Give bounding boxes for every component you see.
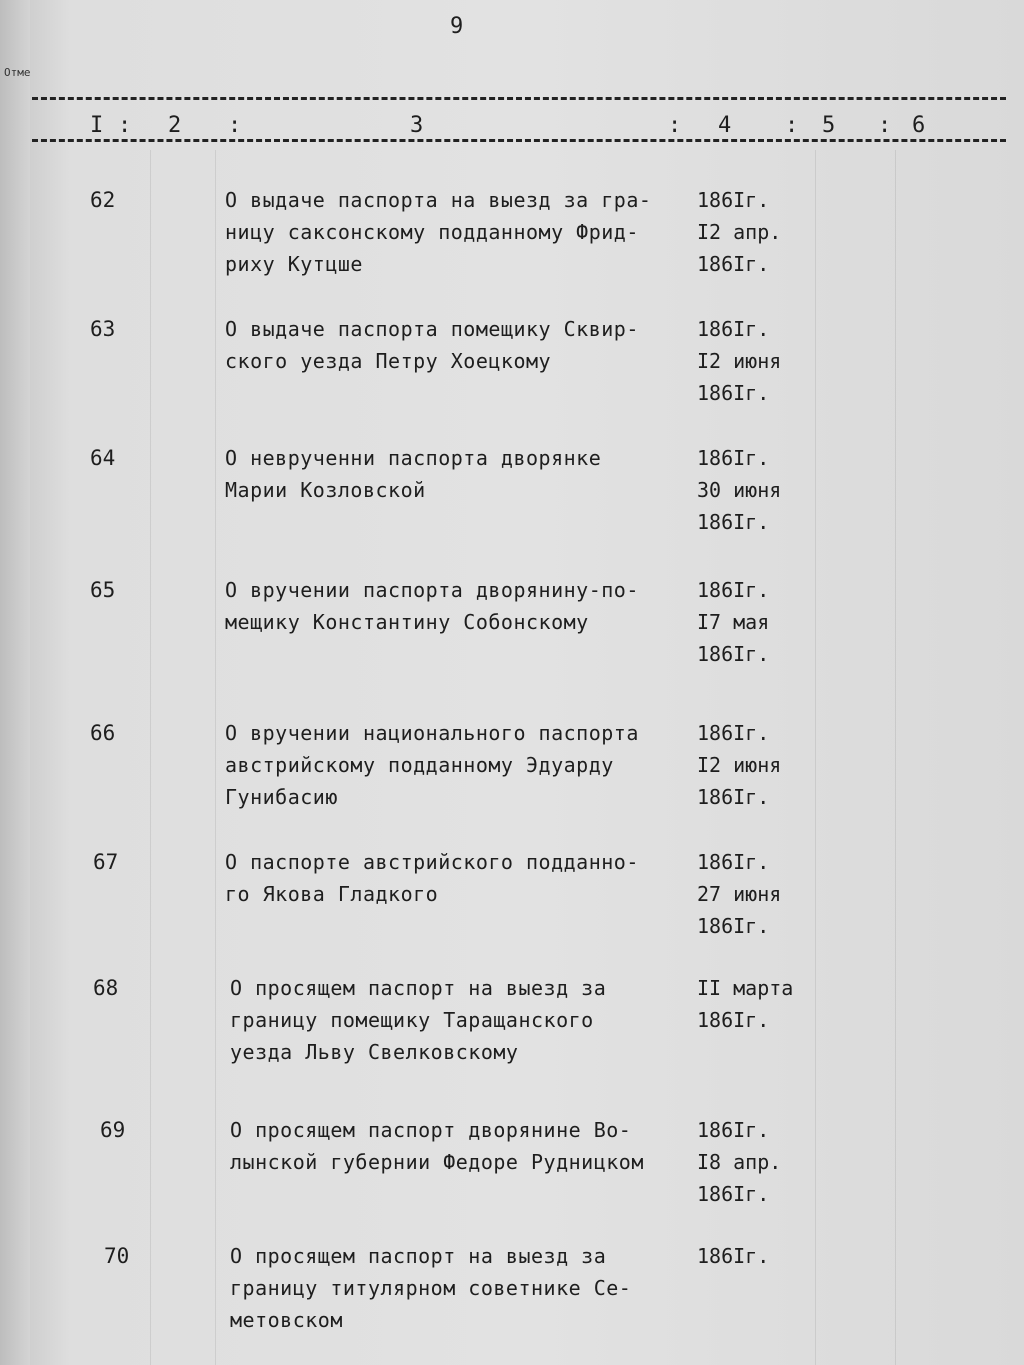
entry-date: II марта 186Iг. [697, 976, 794, 1032]
column-separator: : [118, 113, 132, 138]
entry-description: О просящем паспорт на выезд за границу помещику Таращанского уезда Льву Свелковскому [230, 976, 607, 1064]
entry-description: О выдаче паспорта помещику Сквир- ского уезда Петру Хоецкому [225, 317, 639, 373]
header-rule-bottom [32, 139, 1006, 142]
entry-description: О просящем паспорт дворянине Во- лынской губернии Федоре Рудницком [230, 1118, 644, 1174]
entry-number: 67 [93, 850, 119, 874]
entry-date: 186Iг. [697, 1244, 770, 1268]
entry-number: 63 [90, 317, 116, 341]
edge-label: Отме [4, 66, 31, 79]
column-separator: : [228, 113, 242, 138]
entry-date: 186Iг. I7 мая 186Iг. [697, 578, 770, 666]
column-number: 5 [822, 113, 836, 138]
adjacent-page-edge [0, 0, 30, 1365]
column-divider [815, 150, 816, 1365]
entry-date: 186Iг. I8 апр. 186Iг. [697, 1118, 782, 1206]
entry-number: 70 [104, 1244, 130, 1268]
entry-number: 65 [90, 578, 116, 602]
entry-description: О неврученни паспорта дворянке Марии Козловской [225, 446, 602, 502]
column-number: 6 [912, 113, 926, 138]
entry-description: О вручении национального паспорта австрийскому подданному Эдуарду Гунибасию [225, 721, 639, 809]
entry-description: О паспорте австрийского подданно- го Якова Гладкого [225, 850, 639, 906]
column-separator: : [668, 113, 682, 138]
header-rule-top [32, 97, 1006, 100]
entry-description: О выдаче паспорта на выезд за гра- ницу саксонскому подданному Фрид- риху Кутцше [225, 188, 652, 276]
entry-date: 186Iг. 30 июня 186Iг. [697, 446, 782, 534]
column-number: I [90, 113, 104, 138]
entry-description: О вручении паспорта дворянину-по- мещику Константину Собонскому [225, 578, 639, 634]
entry-number: 64 [90, 446, 116, 470]
entry-number: 69 [100, 1118, 126, 1142]
entry-number: 68 [93, 976, 119, 1000]
column-number: 3 [410, 113, 424, 138]
column-number: 4 [718, 113, 732, 138]
column-separator: : [878, 113, 892, 138]
column-number: 2 [168, 113, 182, 138]
column-divider [895, 150, 896, 1365]
entry-date: 186Iг. I2 апр. 186Iг. [697, 188, 782, 276]
entry-date: 186Iг. 27 июня 186Iг. [697, 850, 782, 938]
entry-description: О просящем паспорт на выезд за границу титулярном советнике Се- метовском [230, 1244, 632, 1332]
column-divider [215, 150, 216, 1365]
entry-date: 186Iг. I2 июня 186Iг. [697, 721, 782, 809]
column-separator: : [785, 113, 799, 138]
entry-date: 186Iг. I2 июня 186Iг. [697, 317, 782, 405]
entry-number: 66 [90, 721, 116, 745]
page-number: 9 [450, 14, 464, 39]
column-divider [150, 150, 151, 1365]
entry-number: 62 [90, 188, 116, 212]
